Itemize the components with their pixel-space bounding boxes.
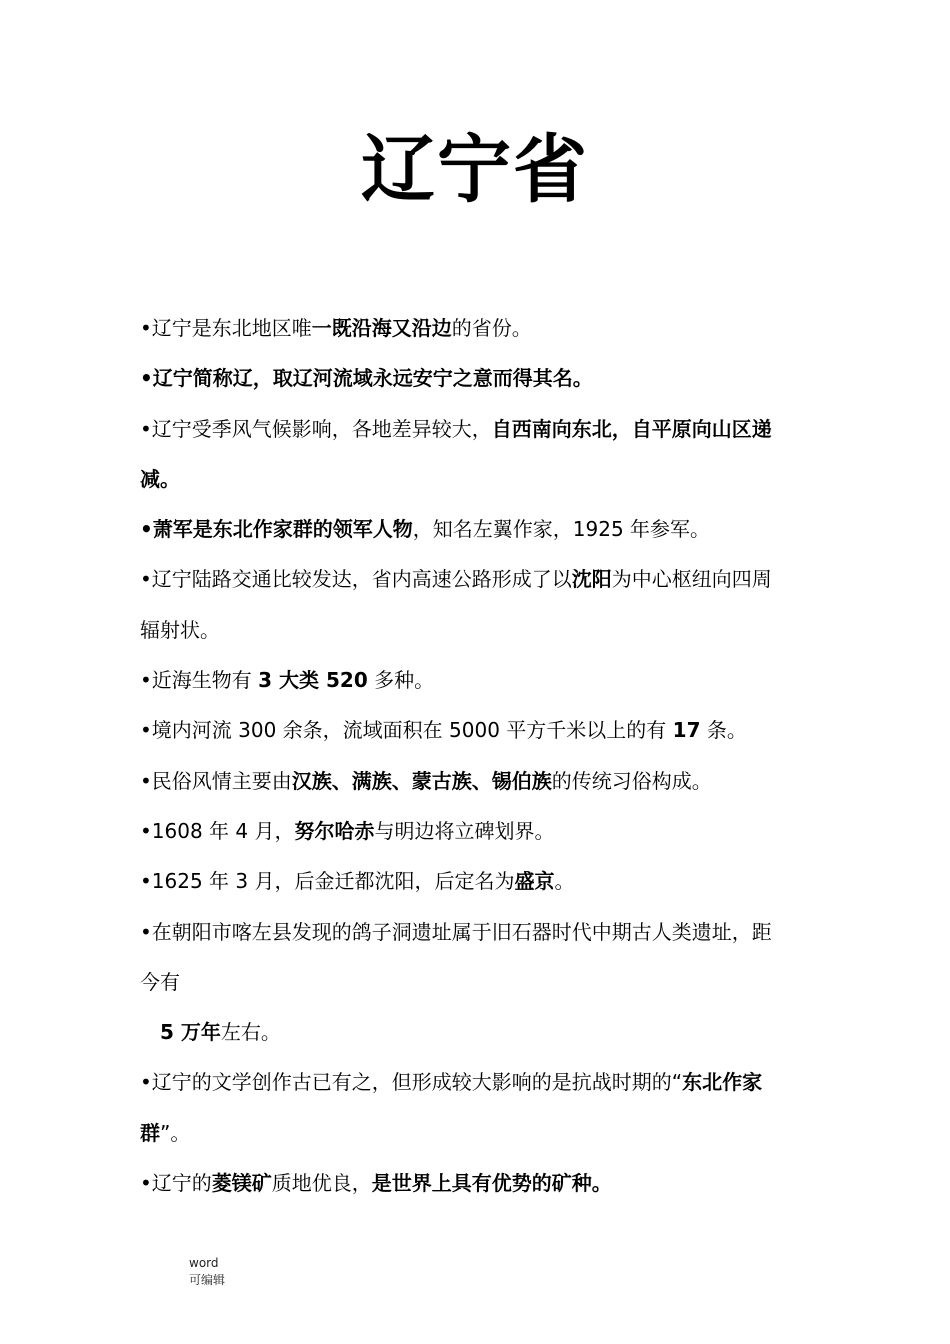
text-segment: ”。 — [160, 1120, 191, 1145]
text-segment: •辽宁陆路交通比较发达，省内高速公路形成了以 — [140, 567, 572, 592]
text-line — [140, 856, 820, 906]
text-line — [140, 655, 820, 705]
text-segment: •辽宁是东北地区唯 — [140, 316, 312, 340]
text-segment: 左右。 — [220, 1020, 281, 1045]
text-segment: 的传统习俗构成。 — [551, 768, 712, 793]
text-line — [140, 554, 820, 604]
footer-word: word — [189, 1256, 219, 1270]
text-segment: •辽宁的文学创作古已有之，但形成较大影响的是抗战时期的“ — [140, 1070, 683, 1095]
bold-text: 菱镁矿 — [211, 1171, 272, 1196]
text-segment: •民俗风情主要由 — [140, 768, 292, 793]
text-line — [140, 404, 820, 454]
text-segment: 今有 — [140, 969, 180, 994]
bold-text: 减。 — [140, 466, 180, 491]
text-line — [140, 1108, 820, 1158]
bold-text: 是世界上具有优势的矿种。 — [371, 1171, 612, 1196]
text-line — [140, 1057, 820, 1107]
bold-text: 沈阳 — [571, 567, 612, 592]
footer — [189, 1255, 225, 1289]
text-line — [140, 605, 820, 655]
text-segment: ，知名左翼作家，1925 年参军。 — [412, 517, 711, 542]
bold-text: 17 — [672, 718, 701, 743]
text-segment: •辽宁受季风气候影响，各地差异较大， — [140, 416, 492, 441]
text-segment: •1625 年 3 月，后金迁都沈阳，后定名为 — [140, 869, 515, 894]
text-segment: •境内河流 300 余条，流域面积在 5000 平方千米以上的有 — [140, 718, 673, 743]
text-line — [140, 806, 820, 856]
text-segment: 。 — [554, 869, 575, 894]
text-line — [140, 957, 820, 1007]
text-segment: 的省份。 — [451, 316, 532, 340]
bold-text: 盛京 — [514, 869, 555, 894]
bold-text: •萧军是东北作家群的领军人物 — [140, 517, 413, 542]
bold-text: 努尔哈赤 — [294, 818, 375, 843]
text-segment: •辽宁的 — [140, 1171, 212, 1196]
text-segment: 多种。 — [367, 668, 435, 693]
text-segment: 与明边将立碑划界。 — [374, 818, 555, 843]
text-line — [140, 1158, 820, 1208]
text-line — [140, 504, 820, 554]
footer-editable: 可编辑 — [189, 1273, 226, 1287]
text-segment: 质地优良， — [271, 1171, 372, 1196]
bold-text: 5 万年 — [160, 1020, 221, 1045]
text-line — [140, 454, 820, 504]
text-segment: 辐射状。 — [140, 617, 220, 642]
text-segment: 为中心枢纽向四周 — [611, 567, 772, 592]
text-line — [140, 907, 820, 957]
text-segment: •在朝阳市喀左县发现的鸽子洞遗址属于旧石器时代中期古人类遗址，距 — [140, 919, 772, 944]
bold-text: 自西南向东北，自平原向山区递 — [491, 416, 772, 441]
bold-text: 群 — [140, 1120, 160, 1145]
bold-text: 汉族、满族、蒙古族、锡伯族 — [291, 768, 552, 793]
bold-text: •辽宁简称辽，取辽河流域永远安宁之意而得其名。 — [140, 366, 593, 391]
text-line — [140, 705, 820, 755]
text-segment: 条。 — [700, 718, 747, 743]
page-title: 辽宁省 — [361, 127, 589, 213]
text-segment: •1608 年 4 月， — [140, 818, 295, 843]
text-line — [140, 303, 820, 353]
text-line — [140, 756, 820, 806]
text-line — [140, 1007, 820, 1057]
bold-text: 东北作家 — [682, 1070, 763, 1095]
document-body — [140, 303, 820, 1208]
bold-text: 3 大类 520 — [258, 668, 368, 693]
text-segment: •近海生物有 — [140, 668, 259, 693]
text-line — [140, 353, 820, 403]
bold-text: 一既沿海又沿边 — [311, 316, 452, 340]
